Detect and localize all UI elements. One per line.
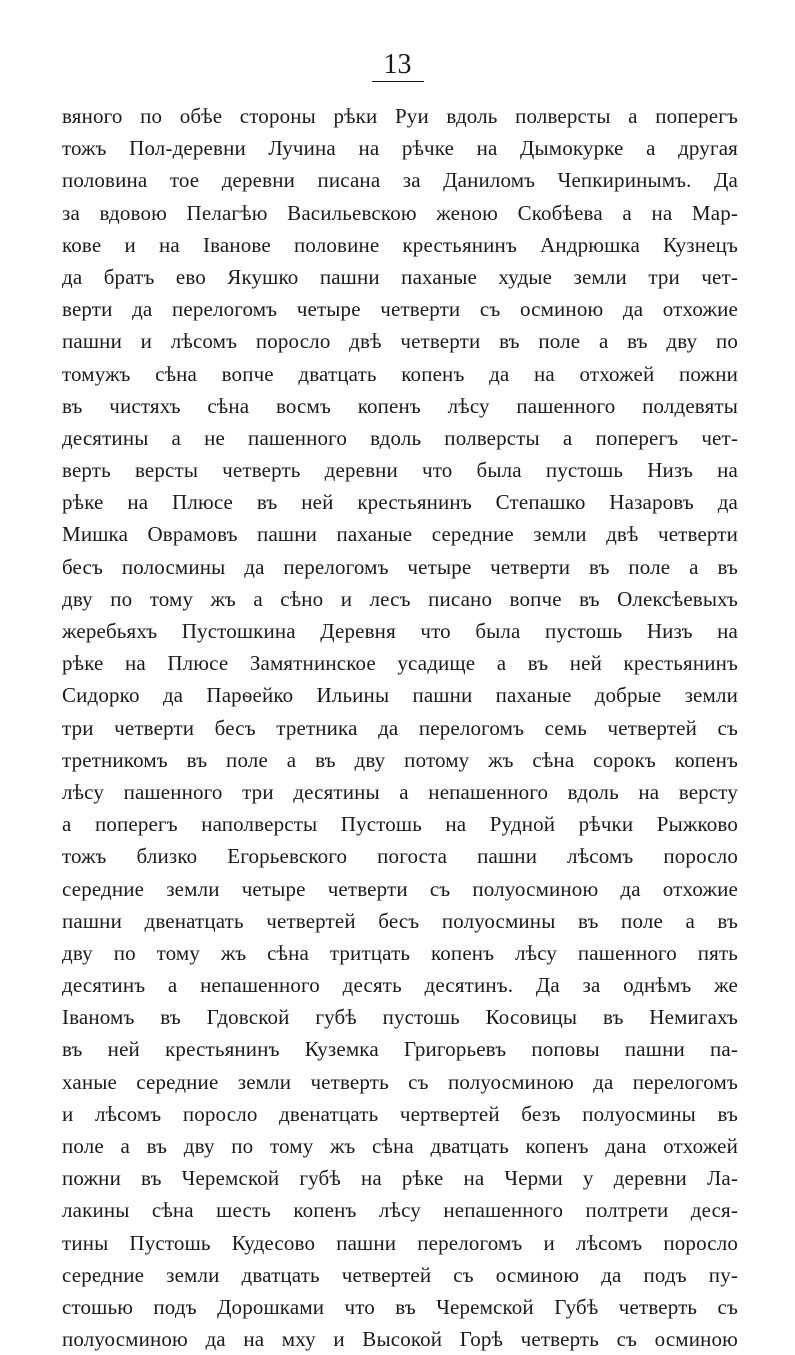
text-line: въ чистяхъ сѣна восмъ копенъ лѣсу пашенного полдевяты bbox=[62, 393, 738, 418]
text-line: Іваномъ въ Гдовской губѣ пустошь Косовицы въ Немигахъ bbox=[62, 1005, 738, 1030]
text-line: бесъ полосмины да перелогомъ четыре четверти въ поле а въ bbox=[62, 554, 738, 579]
text-line: кове и на Іванове половине крестьянинъ Андрюшка Кузнецъ bbox=[62, 232, 738, 257]
text-line: рѣке на Плюсе въ ней крестьянинъ Степашко Назаровъ да bbox=[62, 490, 738, 515]
text-line: пожни въ Черемской губѣ на рѣке на Черми у деревни Ла- bbox=[62, 1166, 738, 1191]
page-number-rule bbox=[372, 81, 424, 82]
text-line: лакины сѣна шесть копенъ лѣсу непашенного полтрети деся- bbox=[62, 1198, 738, 1223]
text-line: три четверти бесъ третника да перелогомъ семь четвертей съ bbox=[62, 715, 738, 740]
text-line: въ ней крестьянинъ Куземка Григорьевъ поповы пашни па- bbox=[62, 1037, 738, 1062]
text-line: половина тое деревни писана за Даниломъ Чепкиринымъ. Да bbox=[62, 168, 738, 193]
text-line: да братъ ево Якушко пашни паханые худые земли три чет- bbox=[62, 264, 738, 289]
text-line: поле а въ дву по тому жъ сѣна дватцать копенъ дана отхожей bbox=[62, 1134, 738, 1158]
text-line: десятины а не пашенного вдоль полверсты а поперегъ чет- bbox=[62, 425, 738, 450]
text-line: Сидорко да Парѳейко Ильины пашни паханые добрые земли bbox=[62, 683, 738, 708]
text-line: тожъ близко Егорьевского погоста пашни лѣсомъ поросло bbox=[62, 844, 738, 869]
text-line: дву по тому жъ сѣна тритцать копенъ лѣсу пашенного пять bbox=[62, 940, 738, 965]
page-number: 13 bbox=[383, 49, 412, 80]
text-line: и лѣсомъ поросло двенатцать чертвертей безъ полуосмины въ bbox=[62, 1101, 738, 1126]
text-line: полуосминою да на мху и Высокой Горѣ четверть съ осминою bbox=[62, 1327, 738, 1352]
text-line: тины Пустошь Кудесово пашни перелогомъ и лѣсомъ поросло bbox=[62, 1230, 738, 1255]
text-line: дву по тому жъ а сѣно и лесъ писано вопче въ Олексѣевыхъ bbox=[62, 586, 738, 611]
text-line: тожъ Пол-деревни Лучина на рѣчке на Дымокурке а другая bbox=[62, 136, 738, 161]
text-line: вяного по обѣе стороны рѣки Руи вдоль полверсты а поперегъ bbox=[62, 104, 738, 128]
text-line: середние земли дватцать четвертей съ осминою да подъ пу- bbox=[62, 1262, 738, 1287]
text-line: за вдовою Пелагѣю Васильевскою женою Скобѣева а на Мар- bbox=[62, 200, 738, 225]
text-line: лѣсу пашенного три десятины а непашенного вдоль на версту bbox=[62, 779, 738, 804]
text-line: рѣке на Плюсе Замятнинское усадище а въ ней крестьянинъ bbox=[62, 651, 738, 676]
text-line: томужъ сѣна вопче дватцать копенъ да на отхожей пожни bbox=[62, 361, 738, 386]
body-text bbox=[62, 100, 738, 1355]
text-line: верть версты четверть деревни что была пустошь Низъ на bbox=[62, 458, 738, 483]
text-line: пашни двенатцать четвертей бесъ полуосмины въ поле а въ bbox=[62, 908, 738, 933]
text-line: ханые середние земли четверть съ полуосминою да перелогомъ bbox=[62, 1069, 738, 1094]
text-line: а поперегъ наполверсты Пустошь на Рудной рѣчки Рыжково bbox=[62, 812, 738, 837]
text-line: верти да перелогомъ четыре четверти съ осминою да отхожие bbox=[62, 297, 738, 322]
text-line: десятинъ а непашенного десять десятинъ. Да за однѣмъ же bbox=[62, 973, 738, 998]
text-line: третникомъ въ поле а въ дву потому жъ сѣна сорокъ копенъ bbox=[62, 747, 738, 772]
text-line: пашни и лѣсомъ поросло двѣ четверти въ поле а въ дву по bbox=[62, 329, 738, 354]
text-line: стошью подъ Дорошками что въ Черемской Губѣ четверть съ bbox=[62, 1294, 738, 1319]
text-line: жеребьяхъ Пустошкина Деревня что была пустошь Низъ на bbox=[62, 619, 738, 643]
text-line: середние земли четыре четверти съ полуосминою да отхожие bbox=[62, 876, 738, 901]
text-line: Мишка Оврамовъ пашни паханые середние земли двѣ четверти bbox=[62, 522, 738, 547]
